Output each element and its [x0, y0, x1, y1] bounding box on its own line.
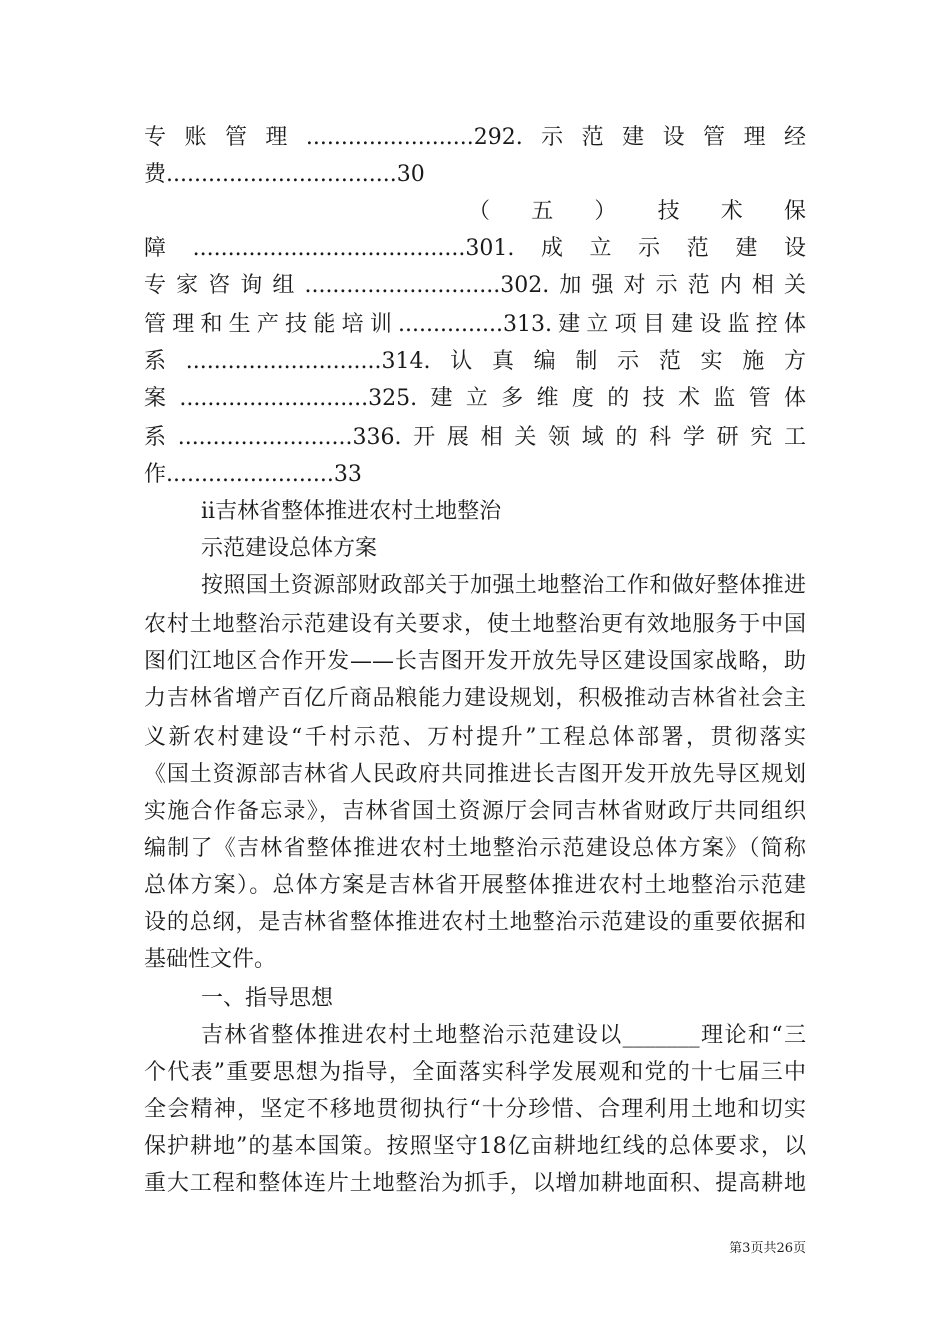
- paragraph-line: 设的总纲，是吉林省整体推进农村土地整治示范建设的重要依据和: [144, 910, 806, 935]
- document-title: ii吉林省整体推进农村土地整治: [201, 499, 502, 524]
- paragraph-line: 图们江地区合作开发——长吉图开发开放先导区建设国家战略，助: [144, 649, 806, 674]
- toc-line: 专账管理........................292.示范建设管理经: [144, 125, 806, 150]
- section-heading: 一、指导思想: [201, 986, 334, 1011]
- paragraph-line: 编制了《吉林省整体推进农村土地整治示范建设总体方案》（简称: [144, 836, 806, 861]
- toc-line: 作........................33: [144, 462, 362, 487]
- paragraph-line: 按照国土资源部财政部关于加强土地整治工作和做好整体推进: [201, 573, 806, 598]
- toc-line: 费.................................30: [144, 162, 425, 187]
- paragraph-line: 全会精神，坚定不移地贯彻执行“十分珍惜、合理利用土地和切实: [144, 1097, 806, 1122]
- toc-section-heading: （五）技术保: [468, 199, 806, 224]
- toc-line: 障.......................................301.成立示范建设: [144, 236, 806, 261]
- toc-line: 系............................314.认真编制示范实施方: [144, 349, 806, 374]
- paragraph-line: 总体方案）。总体方案是吉林省开展整体推进农村土地整治示范建: [144, 873, 806, 898]
- paragraph-line: 力吉林省增产百亿斤商品粮能力建设规划，积极推动吉林省社会主: [144, 686, 806, 711]
- page-footer: 第3页共26页: [729, 1241, 806, 1256]
- paragraph-line: 义新农村建设“千村示范、万村提升”工程总体部署，贯彻落实: [144, 725, 806, 750]
- document-subtitle: 示范建设总体方案: [201, 536, 378, 561]
- paragraph-line: 基础性文件。: [144, 947, 277, 972]
- toc-line: 管理和生产技能培训...............313.建立项目建设监控体: [144, 312, 806, 337]
- toc-line: 案...........................325.建立多维度的技术监管体: [144, 386, 806, 411]
- paragraph-line: 吉林省整体推进农村土地整治示范建设以_______理论和“三: [201, 1023, 806, 1048]
- paragraph-line: 个代表”重要思想为指导，全面落实科学发展观和党的十七届三中: [144, 1060, 806, 1085]
- paragraph-line: 重大工程和整体连片土地整治为抓手，以增加耕地面积、提高耕地: [144, 1171, 806, 1196]
- paragraph-line: 实施合作备忘录》，吉林省国土资源厅会同吉林省财政厅共同组织: [144, 799, 806, 824]
- paragraph-line: 《国土资源部吉林省人民政府共同推进长吉图开发开放先导区规划: [144, 762, 806, 787]
- paragraph-line: 农村土地整治示范建设有关要求，使土地整治更有效地服务于中国: [144, 612, 806, 637]
- paragraph-line: 保护耕地”的基本国策。按照坚守18亿亩耕地红线的总体要求，以: [144, 1134, 806, 1159]
- toc-line: 专家咨询组............................302.加强对示范内相关: [144, 273, 806, 298]
- toc-line: 系.........................336.开展相关领域的科学研究工: [144, 425, 806, 450]
